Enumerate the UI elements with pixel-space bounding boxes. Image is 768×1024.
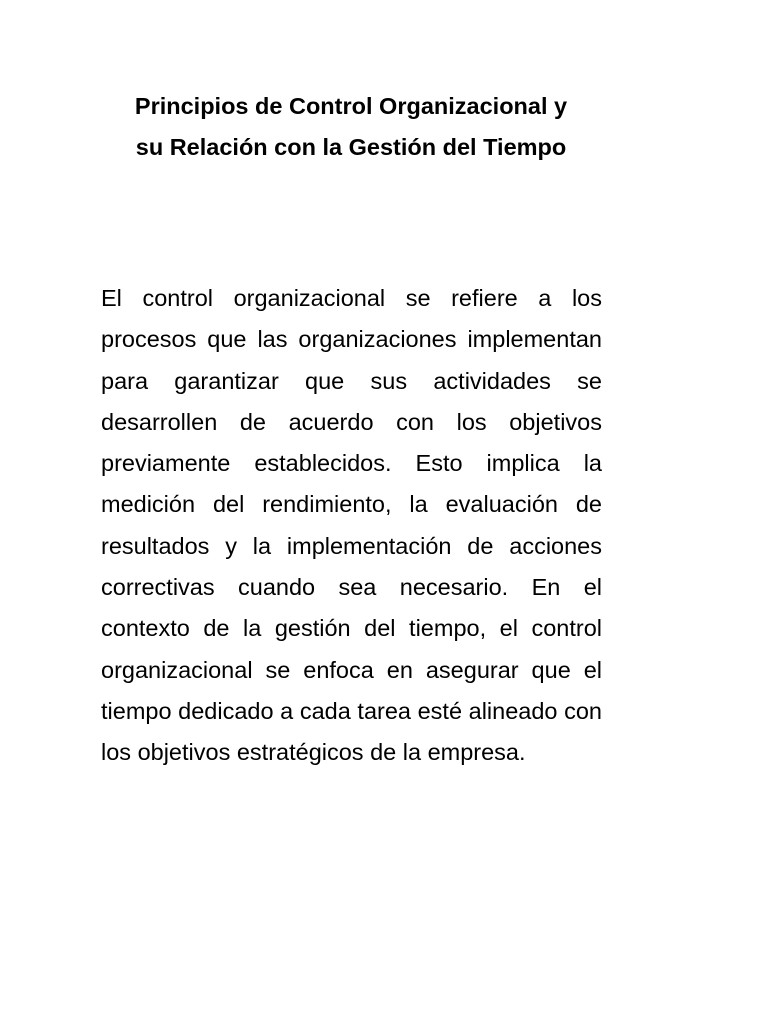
document-body-paragraph: El control organizacional se refiere a los procesos que las organizaciones implementan para garantizar que sus actividades se desarrollen de acuerdo con los objetivos previamente establecidos. Esto implica la medición del rendimiento, la evaluación de resultados y la implementación de acciones correctivas cuando sea necesario. En el contexto de la gestión del tiempo, el control organizacional se enfoca en asegurar que el tiempo dedicado a cada tarea esté alineado con los objetivos estratégicos de la empresa. bbox=[101, 285, 602, 766]
document-title-line-2: su Relación con la Gestión del Tiempo bbox=[135, 134, 567, 160]
document-title bbox=[100, 86, 602, 168]
document-title-line-1: Principios de Control Organizacional y bbox=[134, 93, 568, 119]
